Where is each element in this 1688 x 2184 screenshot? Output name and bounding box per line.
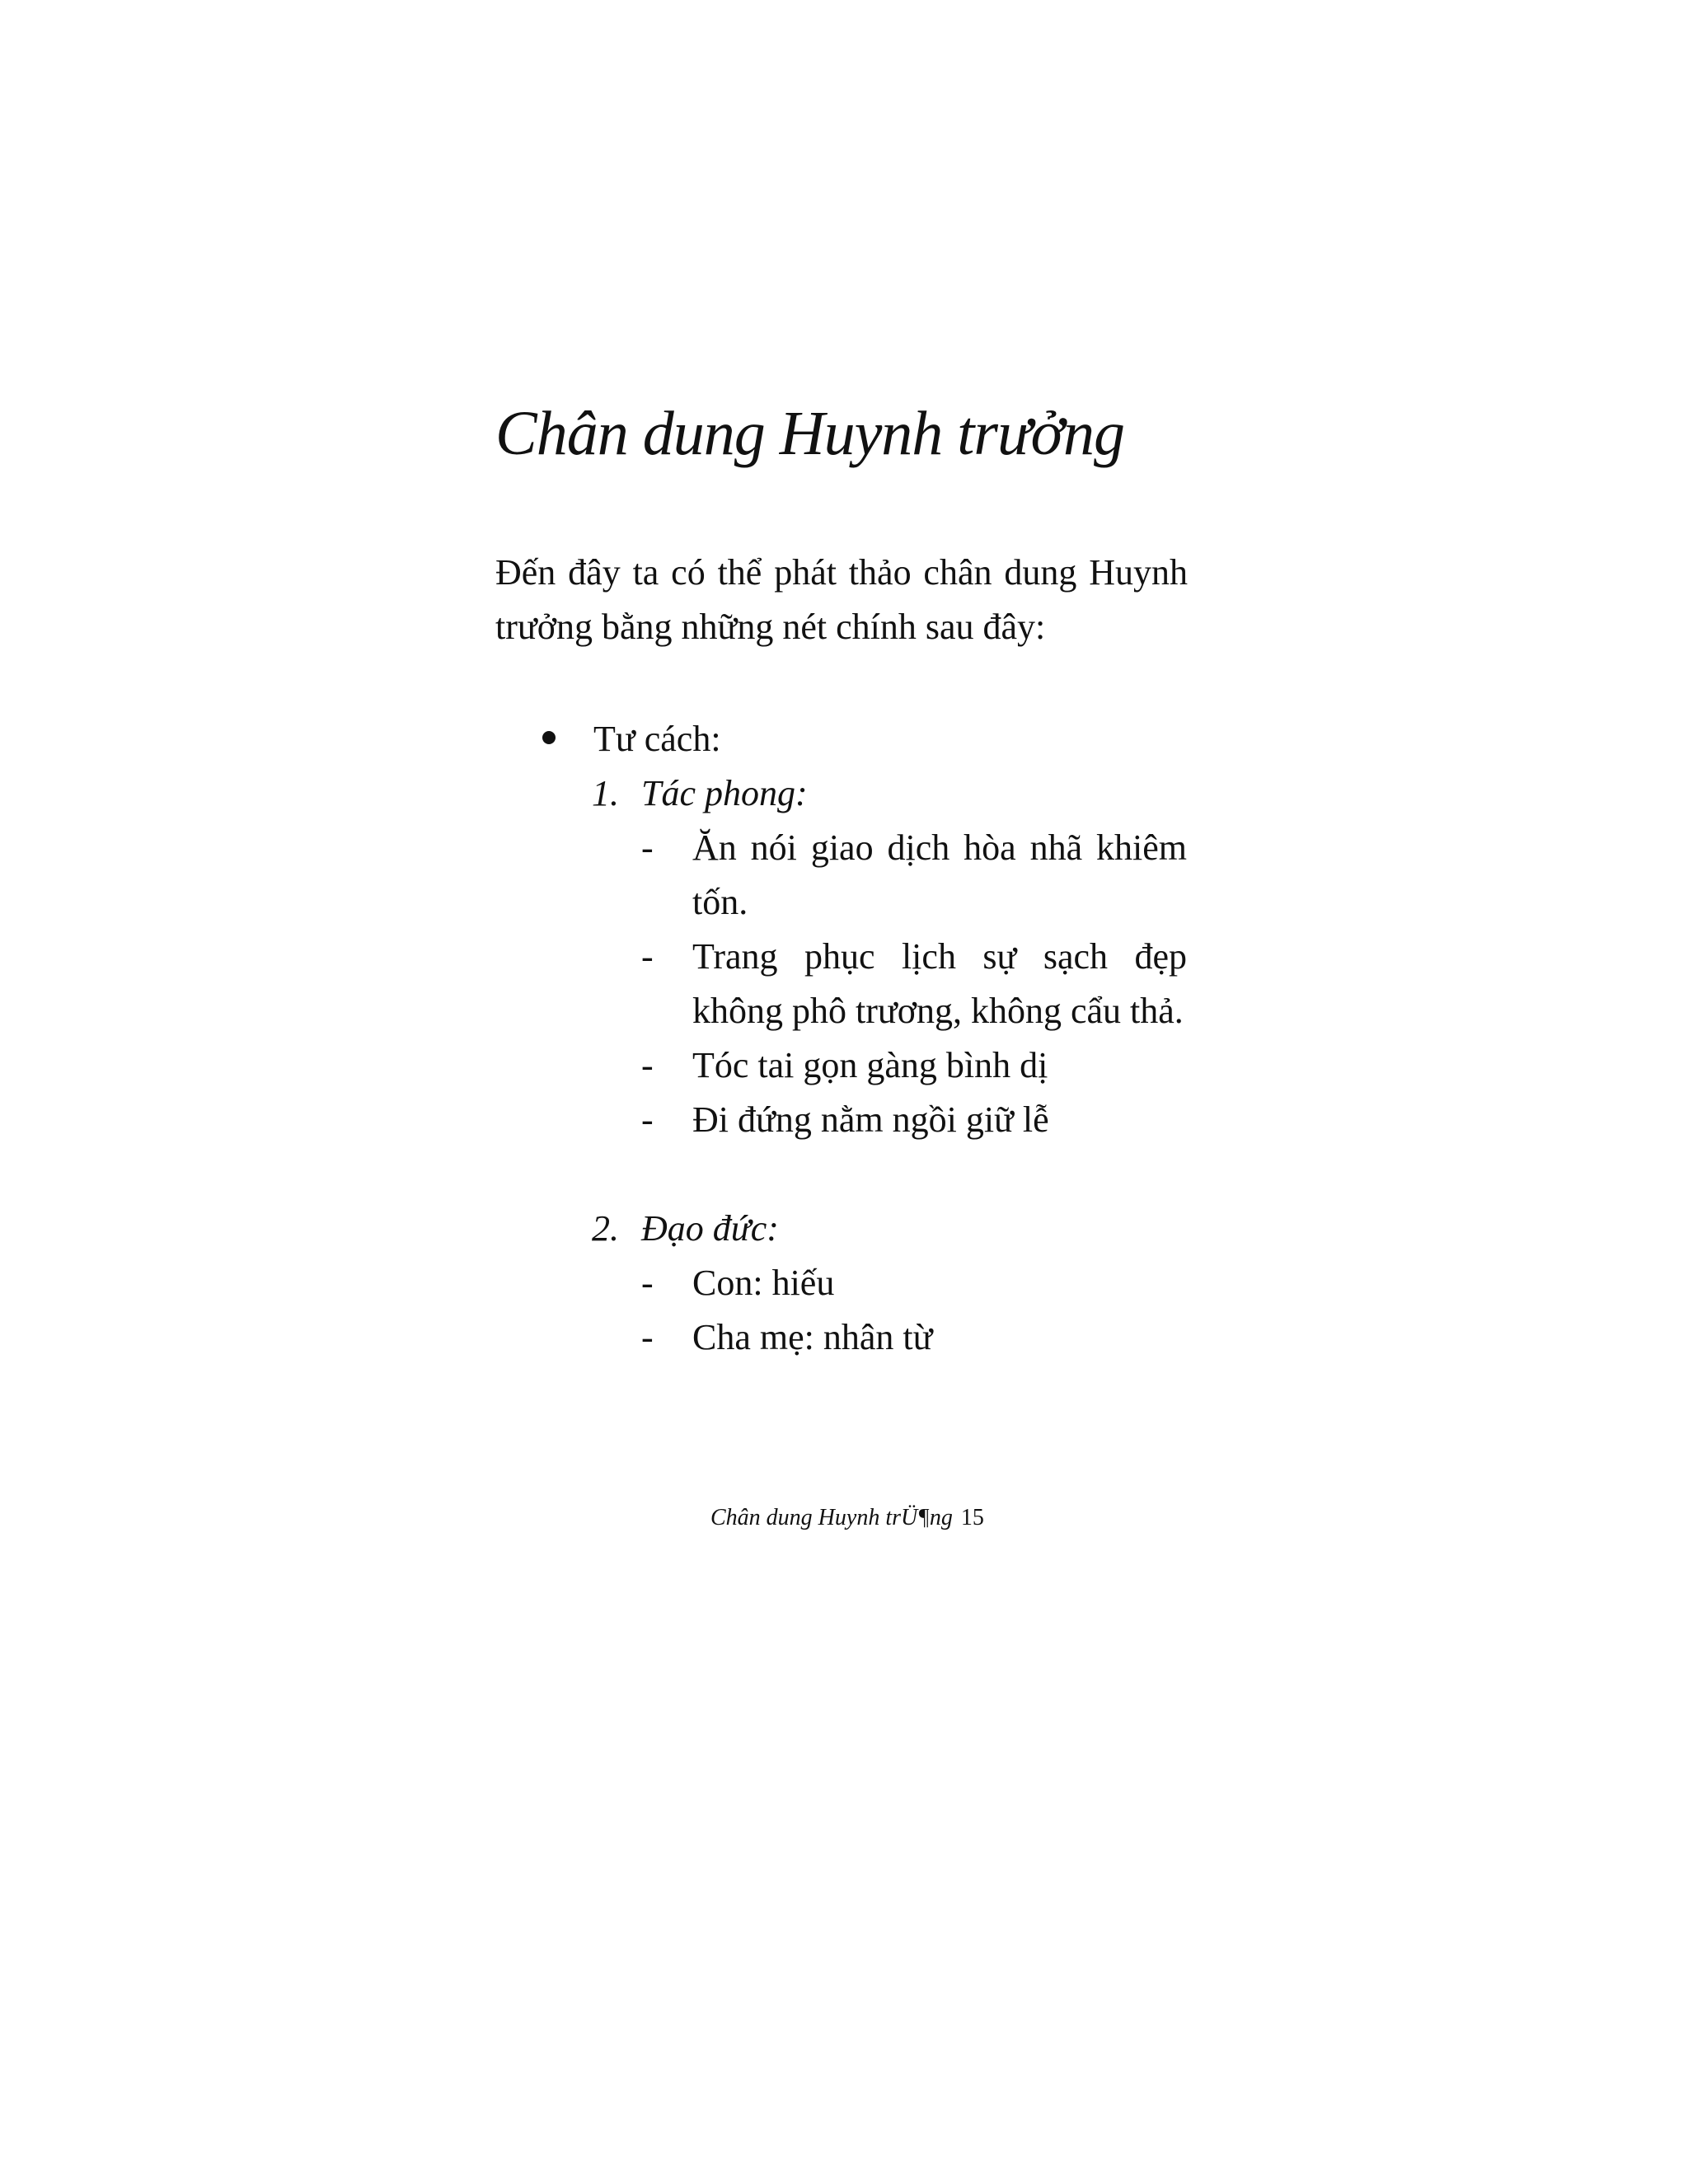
dash-marker: -: [641, 1045, 654, 1085]
running-title: Chân dung Huynh trÜ¶ng: [710, 1505, 953, 1530]
list-item: Đi đứng nằm ngồi giữ lễ: [692, 1099, 1049, 1140]
section-heading: Tư cách:: [593, 719, 721, 759]
subsection-number: 2.: [592, 1208, 619, 1249]
list-item: Tóc tai gọn gàng bình dị: [692, 1045, 1048, 1085]
list-item: Ăn nói giao dịch hòa nhã khiêm tốn.: [692, 827, 1187, 922]
list-item: Cha mẹ: nhân từ: [692, 1317, 933, 1357]
subsection-label: Tác phong:: [641, 773, 808, 813]
dash-marker: -: [641, 936, 654, 977]
dash-marker: -: [641, 1099, 654, 1140]
dash-marker: -: [641, 1263, 654, 1303]
dash-marker: -: [641, 1317, 654, 1357]
list-item: Trang phục lịch sự sạch đẹp không phô trương, không cẩu thả.: [692, 936, 1187, 1031]
page-title: Chân dung Huynh trưởng: [495, 399, 1125, 468]
bullet-icon: [542, 731, 556, 744]
intro-paragraph: Đến đây ta có thể phát thảo chân dung Huynh trưởng bằng những nét chính sau đây:: [495, 552, 1188, 647]
subsection-number: 1.: [592, 773, 619, 813]
dash-marker: -: [641, 827, 654, 868]
subsection-label: Đạo đức:: [641, 1208, 779, 1249]
list-item: Con: hiếu: [692, 1263, 835, 1303]
page-number: 15: [960, 1505, 984, 1530]
page-footer: [710, 1502, 984, 1535]
